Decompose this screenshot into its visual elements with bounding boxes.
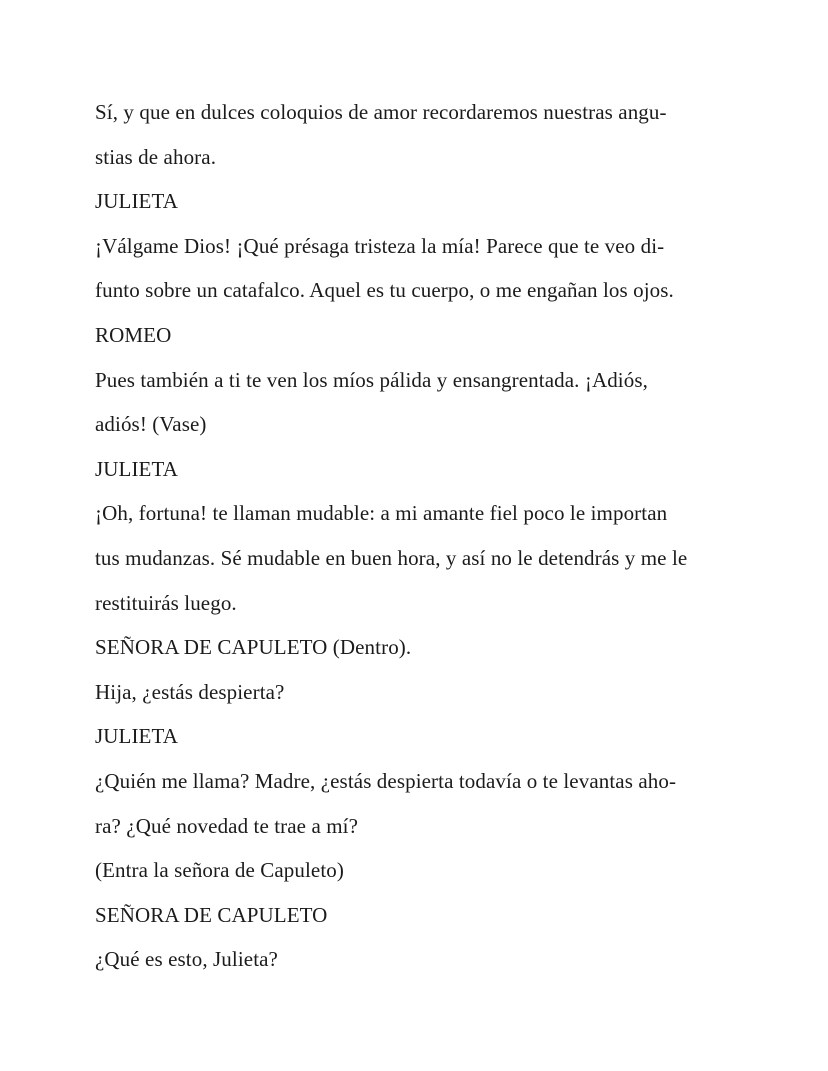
- text-line: restituirás luego.: [95, 590, 237, 615]
- speaker-heading: SEÑORA DE CAPULETO (Dentro).: [95, 635, 412, 660]
- text-line: tus mudanzas. Sé mudable en buen hora, y así no le detendrás y me le: [95, 545, 688, 570]
- text-line: ¿Quién me llama? Madre, ¿estás despierta todavía o te levantas aho-: [95, 768, 677, 793]
- text-line: Pues también a ti te ven los míos pálida y ensangrentada. ¡Adiós,: [95, 367, 648, 392]
- text-line: ¡Oh, fortuna! te llaman mudable: a mi amante fiel poco le importan: [95, 501, 668, 526]
- speaker-heading: JULIETA: [95, 724, 178, 749]
- text-line: ra? ¿Qué novedad te trae a mí?: [95, 813, 359, 838]
- text-line: adiós! (Vase): [95, 412, 207, 437]
- stage-direction: (Entra la señora de Capuleto): [95, 858, 344, 883]
- text-line: stias de ahora.: [95, 144, 217, 169]
- speaker-heading: SEÑORA DE CAPULETO: [95, 902, 328, 927]
- speaker-heading: JULIETA: [95, 189, 178, 214]
- speaker-heading: JULIETA: [95, 456, 178, 481]
- text-line: Sí, y que en dulces coloquios de amor recordaremos nuestras angu-: [95, 100, 667, 124]
- text-line: funto sobre un catafalco. Aquel es tu cuerpo, o me engañan los ojos.: [95, 278, 674, 303]
- play-text-block: [95, 90, 738, 982]
- text-line: ¡Válgame Dios! ¡Qué présaga tristeza la mía! Parece que te veo di-: [95, 233, 665, 258]
- text-line: Hija, ¿estás despierta?: [95, 679, 285, 704]
- text-line: ¿Qué es esto, Julieta?: [95, 947, 278, 972]
- speaker-heading: ROMEO: [95, 322, 172, 347]
